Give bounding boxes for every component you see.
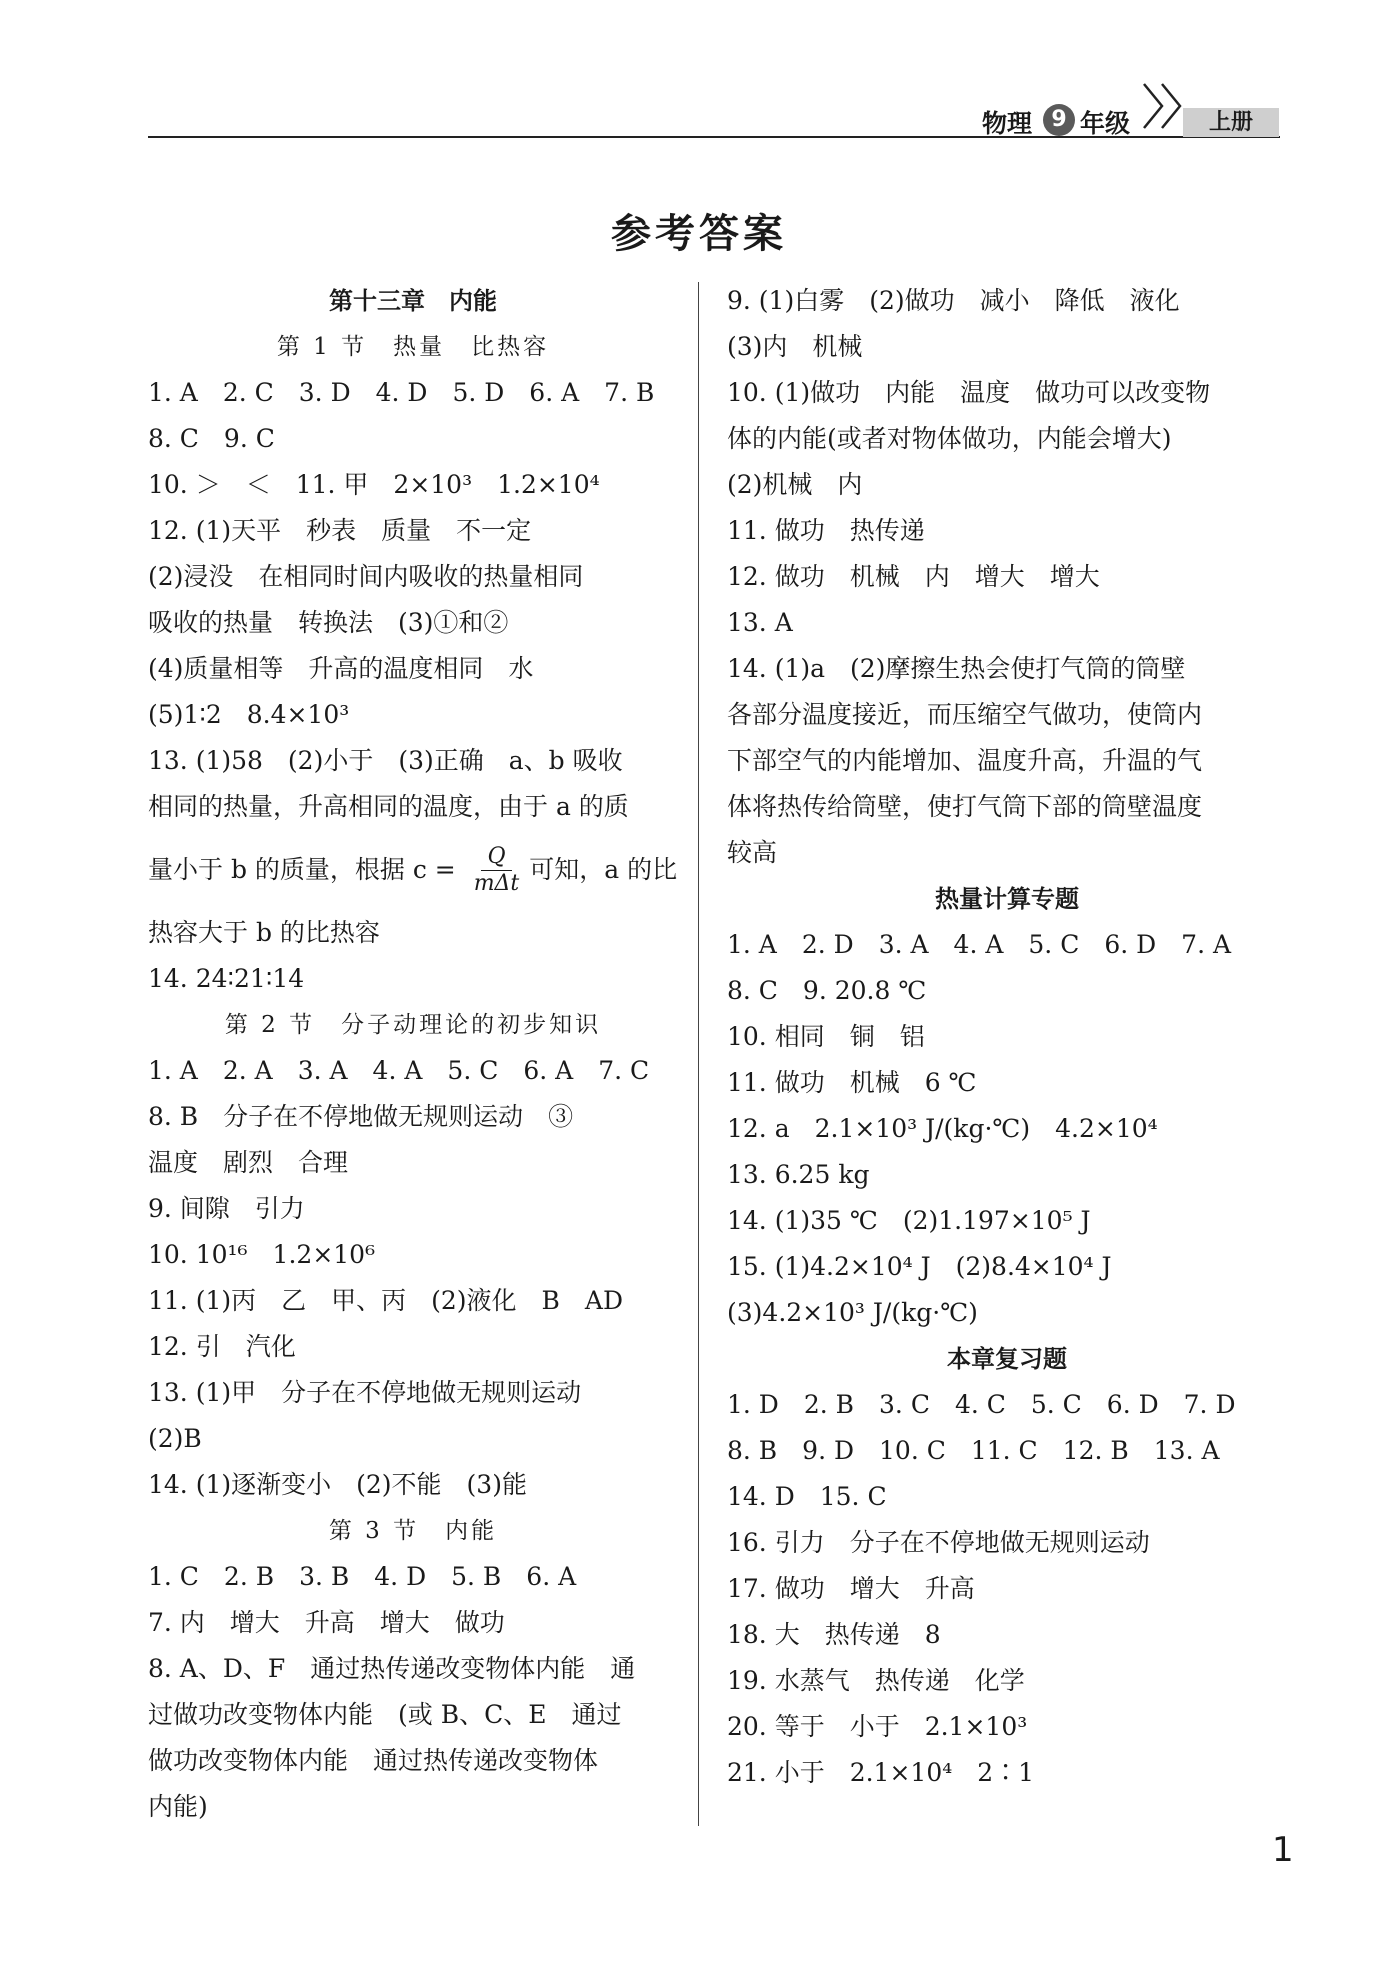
answer-line: 下部空气的内能增加、温度升高，升温的气	[727, 746, 1203, 775]
answer-line: 11. 做功 机械 6 ℃	[727, 1068, 977, 1097]
answer-line: 10. 10¹⁶ 1.2×10⁶	[148, 1240, 376, 1269]
answer-line: 21. 小于 2.1×10⁴ 2∶1	[727, 1758, 1035, 1787]
answer-line: 13. (1)58 (2)小于 (3)正确 a、b 吸收	[148, 746, 623, 775]
answer-line: 14. D 15. C	[727, 1482, 887, 1511]
answer-line: 12. (1)天平 秒表 质量 不一定	[148, 516, 532, 545]
subject-label: 物理	[982, 109, 1033, 138]
answer-line: 12. 做功 机械 内 增大 增大	[727, 562, 1100, 591]
section-heading: 第十三章 内能	[329, 287, 497, 315]
answer-line: 8. C 9. 20.8 ℃	[727, 976, 927, 1005]
answer-line: 1. C 2. B 3. B 4. D 5. B 6. A	[148, 1562, 577, 1591]
answer-line: 7. 内 增大 升高 增大 做功	[148, 1608, 505, 1637]
answer-line: (4)质量相等 升高的温度相同 水	[148, 654, 534, 683]
answer-line: 11. (1)丙 乙 甲、丙 (2)液化 B AD	[148, 1286, 624, 1315]
answer-line: (2)B	[148, 1424, 202, 1453]
answer-line: 吸收的热量 转换法 (3)①和②	[148, 608, 509, 637]
answer-line: 8. A、D、F 通过热传递改变物体内能 通	[148, 1654, 636, 1683]
answer-line: 9. (1)白雾 (2)做功 减小 降低 液化	[727, 286, 1180, 315]
formula-text-after: 可知，a 的比	[529, 855, 678, 884]
fraction-numerator: Q	[481, 844, 511, 871]
answer-line: 13. (1)甲 分子在不停地做无规则运动	[148, 1378, 582, 1407]
answer-line: (3)4.2×10³ J/(kg·℃)	[727, 1298, 978, 1327]
answer-line: 各部分温度接近，而压缩空气做功，使筒内	[727, 700, 1203, 729]
answer-line: 20. 等于 小于 2.1×10³	[727, 1712, 1028, 1741]
answer-line: 做功改变物体内能 通过热传递改变物体	[148, 1746, 599, 1775]
answer-line: 8. B 9. D 10. C 11. C 12. B 13. A	[727, 1436, 1220, 1465]
answer-line: 10. 相同 铜 铝	[727, 1022, 925, 1051]
answer-line: 相同的热量，升高相同的温度，由于 a 的质	[148, 792, 629, 821]
answer-line: 16. 引力 分子在不停地做无规则运动	[727, 1528, 1150, 1557]
answer-line: 10. (1)做功 内能 温度 做功可以改变物	[727, 378, 1211, 407]
answer-line: 1. A 2. A 3. A 4. A 5. C 6. A 7. C	[148, 1056, 650, 1085]
answers-right-column	[727, 278, 1287, 1796]
answer-line: 体将热传给筒壁，使打气筒下部的筒壁温度	[727, 792, 1203, 821]
formula-text-before: 量小于 b 的质量，根据 c =	[148, 855, 464, 884]
answer-line: 14. (1)35 ℃ (2)1.197×10⁵ J	[727, 1206, 1091, 1235]
grade-label: 年级	[1080, 109, 1131, 138]
answer-line: 14. (1)逐渐变小 (2)不能 (3)能	[148, 1470, 527, 1499]
formula-line	[148, 830, 678, 910]
answer-line: 8. C 9. C	[148, 424, 275, 453]
answer-line: (5)1∶2 8.4×10³	[148, 700, 350, 729]
answer-line: 19. 水蒸气 热传递 化学	[727, 1666, 1025, 1695]
answer-line: 14. (1)a (2)摩擦生热会使打气筒的筒壁	[727, 654, 1186, 683]
section-heading: 本章复习题	[947, 1345, 1067, 1373]
answer-line: 18. 大 热传递 8	[727, 1620, 941, 1649]
subsection-heading: 第 1 节 热量 比热容	[276, 334, 550, 360]
answer-line: 1. D 2. B 3. C 4. C 5. C 6. D 7. D	[727, 1390, 1236, 1419]
page-header	[0, 0, 1398, 160]
answer-line: 13. 6.25 kg	[727, 1160, 870, 1189]
specific-heat-fraction	[470, 844, 524, 897]
column-divider	[698, 282, 699, 1826]
page-number: 1	[1272, 1830, 1294, 1870]
answer-line: 17. 做功 增大 升高	[727, 1574, 975, 1603]
answer-line: 13. A	[727, 608, 793, 637]
answer-line: 内能)	[148, 1792, 208, 1821]
fraction-denominator: mΔt	[473, 870, 520, 896]
answer-line: (2)机械 内	[727, 470, 863, 499]
answer-line: 1. A 2. C 3. D 4. D 5. D 6. A 7. B	[148, 378, 655, 407]
answer-line: 14. 24∶21∶14	[148, 964, 305, 993]
grade-number-badge: 9	[1043, 104, 1075, 136]
answer-line: 体的内能(或者对物体做功，内能会增大)	[727, 424, 1172, 453]
answer-line: 10. ＞ ＜ 11. 甲 2×10³ 1.2×10⁴	[148, 470, 600, 499]
answer-line: 8. B 分子在不停地做无规则运动 ③	[148, 1102, 574, 1131]
answer-line: (3)内 机械	[727, 332, 863, 361]
answer-line: (2)浸没 在相同时间内吸收的热量相同	[148, 562, 584, 591]
volume-tab: 上册	[1183, 108, 1279, 137]
answer-line: 11. 做功 热传递	[727, 516, 925, 545]
page-title: 参考答案	[611, 211, 787, 257]
answer-line: 12. 引 汽化	[148, 1332, 296, 1361]
answer-line: 12. a 2.1×10³ J/(kg·℃) 4.2×10⁴	[727, 1114, 1158, 1143]
subsection-heading: 第 2 节 分子动理论的初步知识	[224, 1012, 602, 1038]
subsection-heading: 第 3 节 内能	[328, 1518, 498, 1544]
answers-left-column	[148, 278, 678, 1830]
answer-line: 1. A 2. D 3. A 4. A 5. C 6. D 7. A	[727, 930, 1232, 959]
section-heading: 热量计算专题	[935, 885, 1079, 913]
answer-line: 过做功改变物体内能 (或 B、C、E 通过	[148, 1700, 622, 1729]
double-chevron-icon	[1140, 80, 1188, 132]
answer-line: 9. 间隙 引力	[148, 1194, 305, 1223]
answer-line: 温度 剧烈 合理	[148, 1148, 349, 1177]
answer-line: 较高	[727, 838, 778, 867]
answer-line: 15. (1)4.2×10⁴ J (2)8.4×10⁴ J	[727, 1252, 1112, 1281]
answer-line: 热容大于 b 的比热容	[148, 918, 380, 947]
